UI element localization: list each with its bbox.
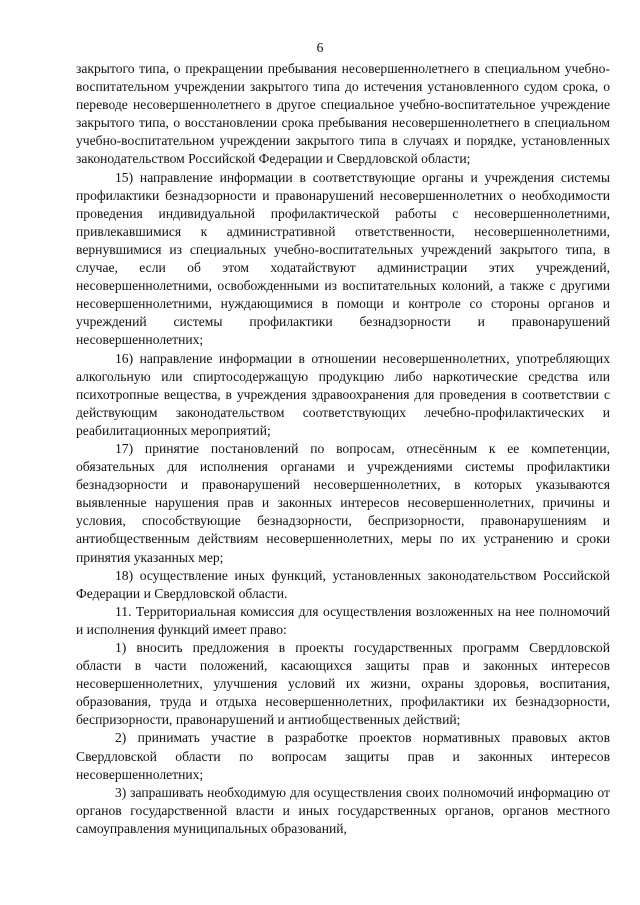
paragraph-section-11: 11. Территориальная комиссия для осуществления возложенных на нее полномочий и исполнения функций имеет право: (76, 603, 610, 637)
paragraph-item-18: 18) осуществление иных функций, установленных законодательством Российской Федерации и Свердловской области. (76, 567, 610, 601)
paragraph-item-16: 16) направление информации в отношении несовершеннолетних, употребляющих алкогольную или спиртосодержащую продукцию либо наркотические средства или психотропные вещества, в учреждения здравоохранения для проведения в соответствии с действующим законодательством соответствующих лечебно-профилактических и реабилитационных мероприятий; (76, 350, 610, 438)
page-number: 6 (316, 40, 324, 55)
paragraph-item-15: 15) направление информации в соответствующие органы и учреждения системы профилактики безнадзорности и правонарушений несовершеннолетних о необходимости проведения индивидуальной профилактической работы с несовершеннолетними, привлекавшимися к административной ответственности, несовершеннолетними, вернувшимися из специальных учебно-воспитательных учреждений закрытого типа, в случае, если об этом ходатайствуют администрации этих учреждений, несовершеннолетними, освобожденными из воспитательных колоний, а также с другими несовершеннолетними, нуждающимися в помощи и контроле со стороны органов и учреждений системы профилактики безнадзорности и правонарушений несовершеннолетних; (76, 169, 610, 348)
paragraph-item-17: 17) принятие постановлений по вопросам, отнесённым к ее компетенции, обязательных для исполнения органами и учреждениями системы профилактики безнадзорности и правонарушений несовершеннолетних, в которых указываются выявленные нарушения прав и законных интересов несовершеннолетних, причины и условия, способствующие безнадзорности, беспризорности, правонарушениям и антиобщественным действиям несовершеннолетних, меры по их устранению и сроки принятия указанных мер; (76, 440, 610, 565)
paragraph-right-3: 3) запрашивать необходимую для осуществления своих полномочий информацию от органов государственной власти и иных государственных органов, органов местного самоуправления муниципальных образований, (76, 784, 610, 836)
paragraph-continuation: закрытого типа, о прекращении пребывания несовершеннолетнего в специальном учебно-воспитательном учреждении закрытого типа до истечения установленного судом срока, о переводе несовершеннолетнего в другое специальное учебно-воспитательное учреждение закрытого типа, о восстановлении срока пребывания несовершеннолетнего в специальном учебно-воспитательном учреждении закрытого типа в случаях и порядке, установленных законодательством Российской Федерации и Свердловской области; (76, 61, 610, 167)
paragraph-right-2: 2) принимать участие в разработке проектов нормативных правовых актов Свердловской области по вопросам защиты прав и законных интересов несовершеннолетних; (76, 730, 610, 782)
document-body (76, 60, 610, 838)
paragraph-right-1: 1) вносить предложения в проекты государственных программ Свердловской области в части положений, касающихся защиты прав и законных интересов несовершеннолетних, улучшения условий их жизни, охраны здоровья, воспитания, образования, труда и отдыха несовершеннолетних, профилактики их безнадзорности, беспризорности, правонарушений и антиобщественных действий; (76, 640, 610, 728)
